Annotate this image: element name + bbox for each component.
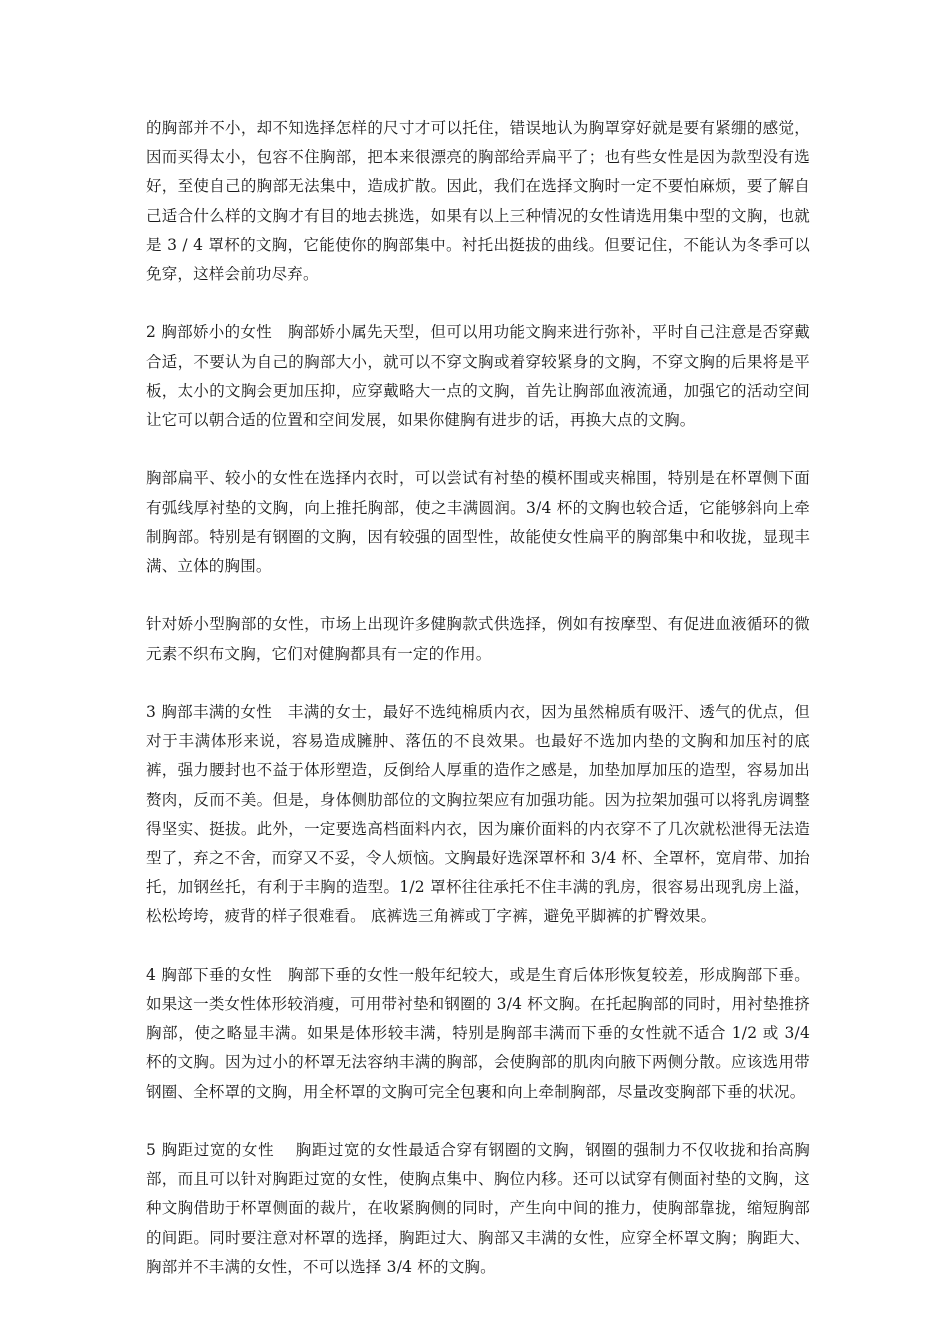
document-page: [146, 114, 810, 1311]
paragraph-wide-spacing: 5 胸距过宽的女性 胸距过宽的女性最适合穿有钢圈的文胸，钢圈的强制力不仅收拢和抬高胸部，而且可以针对胸距过宽的女性，使胸点集中、胸位内移。还可以试穿有侧面衬垫的文胸，这种文胸借助于杯罩侧面的裁片，在收紧胸侧的同时，产生向中间的推力，使胸部靠拢，缩短胸部的间距。同时要注意对杯罩的选择，胸距过大、胸部又丰满的女性，应穿全杯罩文胸；胸距大、胸部并不丰满的女性，不可以选择 3/4 杯的文胸。: [146, 1141, 810, 1276]
paragraph-flat-bust: 胸部扁平、较小的女性在选择内衣时，可以尝试有衬垫的模杯围或夹棉围，特别是在杯罩侧下面有弧线厚衬垫的文胸，向上推托胸部，使之丰满圆润。3/4 杯的文胸也较合适，它能够斜向上牵制胸部。特别是有钢圈的文胸，因有较强的固型性，故能使女性扁平的胸部集中和收拢，显现丰满、立体的胸围。: [146, 469, 810, 576]
paragraph-intro-continuation: 的胸部并不小，却不知选择怎样的尺寸才可以托住，错误地认为胸罩穿好就是要有紧绷的感觉，因而买得太小，包容不住胸部，把本来很漂亮的胸部给弄扁平了；也有些女性是因为款型没有选好，至使自己的胸部无法集中，造成扩散。因此，我们在选择文胸时一定不要怕麻烦，要了解自己适合什么样的文胸才有目的地去挑选，如果有以上三种情况的女性请选用集中型的文胸，也就是 3 / 4 罩杯的文胸，它能使你的胸部集中。衬托出挺拔的曲线。但要记住，不能认为冬季可以免穿，这样会前功尽弃。: [146, 119, 810, 284]
paragraph-petite-products: 针对娇小型胸部的女性，市场上出现许多健胸款式供选择，例如有按摩型、有促进血液循环的微元素不织布文胸，它们对健胸都具有一定的作用。: [146, 615, 810, 663]
paragraph-full-bust: 3 胸部丰满的女性 丰满的女士，最好不选纯棉质内衣，因为虽然棉质有吸汗、透气的优点，但对于丰满体形来说，容易造成臃肿、落伍的不良效果。也最好不选加内垫的文胸和加压衬的底裤，强力腰封也不益于体形塑造，反倒给人厚重的造作之感是，加垫加厚加压的造型，容易加出赘肉，反而不美。但是，身体侧肋部位的文胸拉架应有加强功能。因为拉架加强可以将乳房调整得坚实、挺拔。此外，一定要选高档面料内衣，因为廉价面料的内衣穿不了几次就松泄得无法造型了，弃之不舍，而穿又不妥，令人烦恼。文胸最好选深罩杯和 3/4 杯、全罩杯，宽肩带、加抬托，加钢丝托，有利于丰胸的造型。1/2 罩杯往往承托不住丰满的乳房，很容易出现乳房上溢，松松垮垮，疲背的样子很难看。 底裤选三角裤或丁字裤，避免平脚裤的扩臀效果。: [146, 703, 810, 926]
paragraph-sagging-bust: 4 胸部下垂的女性 胸部下垂的女性一般年纪较大，或是生育后体形恢复较差，形成胸部下垂。如果这一类女性体形较消瘦，可用带衬垫和钢圈的 3/4 杯文胸。在托起胸部的同时，用衬垫推挤胸部，使之略显丰满。如果是体形较丰满，特别是胸部丰满而下垂的女性就不适合 1/2 或 3/4 杯的文胸。因为过小的杯罩无法容纳丰满的胸部，会使胸部的肌肉向腋下两侧分散。应该选用带钢圈、全杯罩的文胸，用全杯罩的文胸可完全包裹和向上牵制胸部，尽量改变胸部下垂的状况。: [146, 965, 810, 1101]
paragraph-small-bust: 2 胸部娇小的女性 胸部娇小属先天型，但可以用功能文胸来进行弥补，平时自己注意是否穿戴合适，不要认为自己的胸部大小，就可以不穿文胸或着穿较紧身的文胸，不穿文胸的后果将是平板，太小的文胸会更加压抑，应穿戴略大一点的文胸，首先让胸部血液流通，加强它的活动空间让它可以朝合适的位置和空间发展，如果你健胸有进步的话，再换大点的文胸。: [146, 323, 810, 430]
